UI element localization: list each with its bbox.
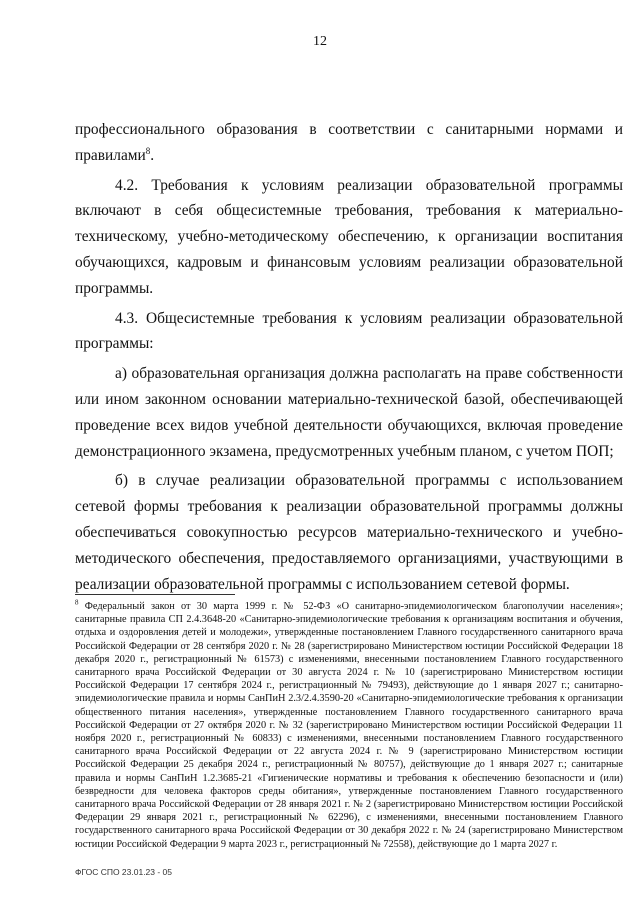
paragraph-continuation [75,117,623,169]
paragraph-4-2: 4.2. Требования к условиям реализации образовательной программы включают в себя общесистемные требования, требования к материально-техническому, учебно-методическому обеспечению, к организации воспитания обучающихся, кадровым и финансовым условиям реализации образовательной программы. [75,176,623,297]
footnote [75,600,623,851]
document-code: ФГОС СПО 23.01.23 - 05 [75,867,173,877]
footnote-text: Федеральный закон от 30 марта 1999 г. № 52-ФЗ «О санитарно-эпидемиологическом благополучии населения»; санитарные правила СП 2.4.3648-20 «Санитарно-эпидемиологические требования к организациям воспитания и обучения, отдыха и оздоровления детей и молодежи», утвержденные постановлением Главного государственного санитарного врача Российской Федерации от 28 сентября 2020 г. № 28 (зарегистрировано Министерством юстиции Российской Федерации 18 декабря 2020 г., регистрационный № 61573) с изменениями, внесенными постановлением Главного государственного санитарного врача Российской Федерации от 30 августа 2024 г. № 10 (зарегистрировано Министерством юстиции Российской Федерации 17 сентября 2024 г., регистрационный № 79493), действующие до 1 января 2027 г.; санитарно-эпидемиологические правила и нормы СанПиН 2.3/2.4.3590-20 «Санитарно-эпидемиологические требования к организации общественного питания населения», утвержденные постановлением Главного государственного санитарного врача Российской Федерации от 27 октября 2020 г. № 32 (зарегистрировано Министерством юстиции Российской Федерации 11 ноября 2020 г., регистрационный № 60833) с изменениями, внесенными постановлением Главного государственного санитарного врача Российской Федерации от 22 августа 2024 г. № 9 (зарегистрировано Министерством юстиции Российской Федерации 25 декабря 2024 г., регистрационный № 80757), действующие до 1 января 2027 г.; санитарные правила и нормы СанПиН 1.2.3685-21 «Гигиенические нормативы и требования к обеспечению безопасности и (или) безвредности для человека факторов среды обитания», утвержденные постановлением Главного государственного санитарного врача Российской Федерации от 28 января 2021 г. № 2 (зарегистрировано Министерством юстиции Российской Федерации 29 января 2021 г., регистрационный № 62296), с изменениями, внесенными постановлением Главного государственного санитарного врача Российской Федерации от 30 декабря 2022 г. № 24 (зарегистрировано Министерством юстиции Российской Федерации 9 марта 2023 г., регистрационный № 72558), действующие до 1 марта 2027 г. [75,601,623,850]
paragraph-end: . [150,146,155,164]
paragraph-item-b: б) в случае реализации образовательной программы с использованием сетевой формы требования к реализации образовательной программы должны обеспечиваться совокупностью ресурсов материально-технического и учебно-методического обеспечения, предоставляемого организациями, участвующими в реализации образовательной программы с использованием сетевой формы. [75,472,623,593]
page-number: 12 [313,34,327,49]
paragraph-item-a: а) образовательная организация должна располагать на праве собственности или ином законном основании материально-технической базой, обеспечивающей проведение всех видов учебной деятельности обучающихся, включая проведение демонстрационного экзамена, предусмотренных учебным планом, с учетом ПОП; [75,365,623,460]
footnote-reference: 8 [145,145,151,156]
paragraph-4-3: 4.3. Общесистемные требования к условиям реализации образовательной программы: [75,309,623,353]
document-body [75,117,623,597]
footnote-separator [75,594,235,595]
paragraph-text: профессионального образования в соответствии с санитарными нормами и правилами [75,121,623,164]
footnote-marker: 8 [75,598,79,607]
